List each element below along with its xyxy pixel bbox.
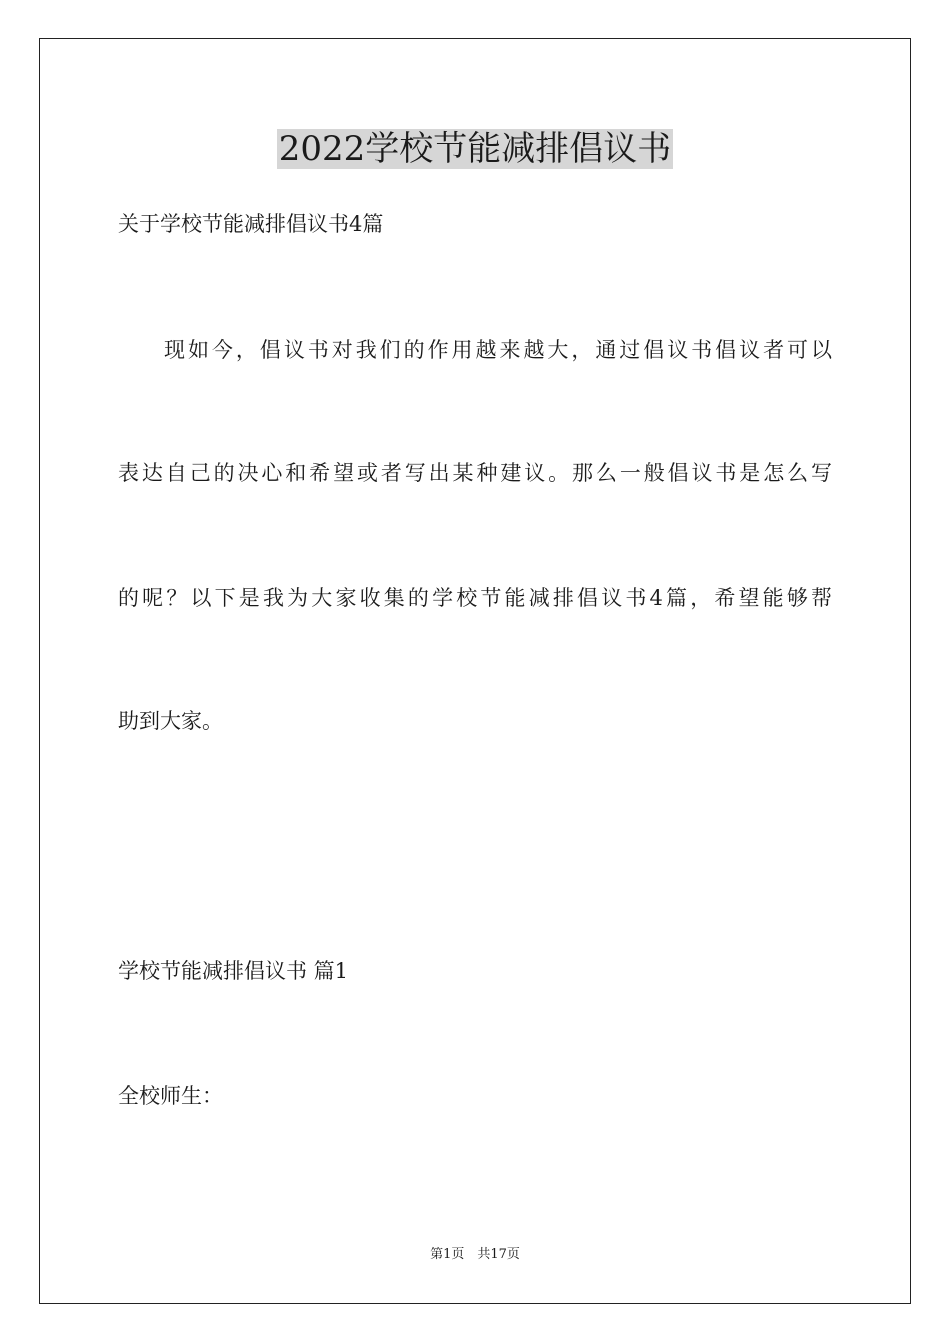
page-footer: 第1页 共17页: [430, 1247, 520, 1262]
intro-paragraph-line-2: 表达自己的决心和希望或者写出某种建议。那么一般倡议书是怎么写: [118, 461, 832, 485]
section-heading: 学校节能减排倡议书 篇1: [118, 959, 349, 983]
document-title: [0, 126, 950, 172]
document-subtitle: 关于学校节能减排倡议书4篇: [118, 212, 384, 236]
intro-paragraph-line-3: 的呢？以下是我为大家收集的学校节能减排倡议书4篇，希望能够帮: [118, 586, 832, 610]
salutation: 全校师生：: [118, 1084, 223, 1108]
intro-paragraph-line-4: 助到大家。: [118, 709, 223, 733]
intro-paragraph-line-1: 现如今，倡议书对我们的作用越来越大，通过倡议书倡议者可以: [164, 338, 832, 362]
document-title-text: 2022学校节能减排倡议书: [278, 129, 672, 169]
